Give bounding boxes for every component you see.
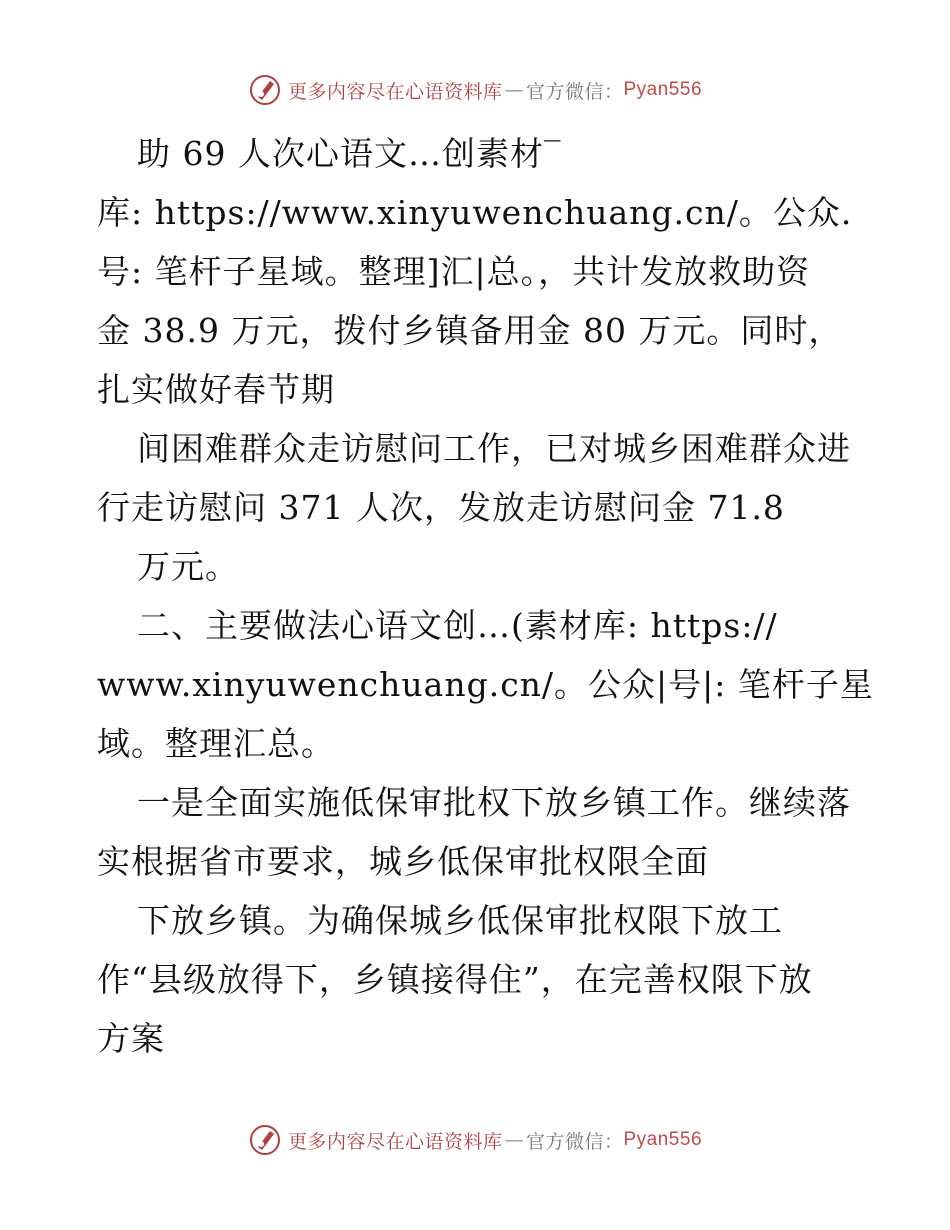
banner-dash: — (504, 1129, 524, 1151)
text-line: 方案 (97, 1019, 165, 1058)
text-line: 实根据省市要求，城乡低保审批权限全面 (97, 842, 709, 881)
banner-wechat-id: Pyan556 (623, 1129, 703, 1150)
header-banner (0, 70, 950, 110)
banner-main-text: 更多内容尽在心语资料库 (287, 1130, 503, 1153)
text-line: 助 69 人次心语文…创素材‾ (137, 134, 562, 173)
text-line: 库: https://www.xinyuwenchuang.cn/。公众. (97, 193, 853, 232)
text-line: 间困难群众走访慰问工作，已对城乡困难群众进 (137, 429, 851, 468)
text-line: 扎实做好春节期 (97, 370, 335, 409)
banner-wechat-label: 官方微信： (525, 1130, 624, 1153)
banner-dash: — (504, 79, 524, 101)
text-line: 作“县级放得下，乡镇接得住”，在完善权限下放 (97, 960, 813, 999)
text-line: 号: 笔杆子星域。整理]汇|总。，共计发放救助资 (97, 252, 811, 291)
text-line: 万元。 (137, 547, 239, 586)
footer-banner (0, 1120, 950, 1160)
banner-wechat-id: Pyan556 (623, 79, 703, 100)
text-line: 一是全面实施低保审批权下放乡镇工作。继续落 (137, 783, 851, 822)
pen-logo-icon (248, 1123, 282, 1157)
document-body (97, 124, 874, 1068)
section-heading: 二、主要做法心语文创…(素材库: https:// (137, 606, 778, 645)
banner-main-text: 更多内容尽在心语资料库 (287, 80, 503, 103)
pen-logo-icon (248, 73, 282, 107)
text-line: 行走访慰问 371 人次，发放走访慰问金 71.8 (97, 488, 785, 527)
text-line: 下放乡镇。为确保城乡低保审批权限下放工 (137, 901, 783, 940)
text-line: 域。整理汇总。 (97, 724, 335, 763)
text-line: 金 38.9 万元，拨付乡镇备用金 80 万元。同时， (97, 311, 843, 350)
text-line: www.xinyuwenchuang.cn/。公众|号|: 笔杆子星 (97, 665, 874, 704)
banner-wechat-label: 官方微信： (525, 80, 624, 103)
